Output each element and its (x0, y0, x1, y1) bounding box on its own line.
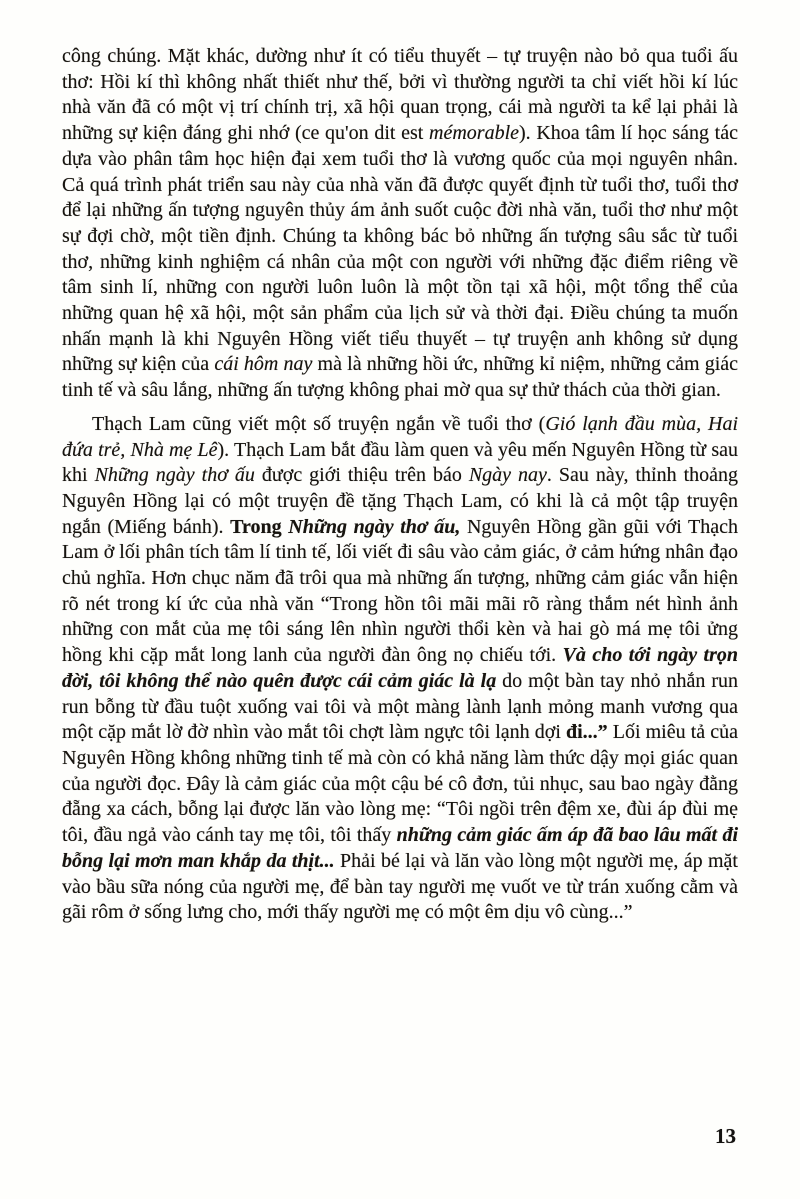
text-run: Ngày nay (468, 464, 547, 487)
page-text-block (62, 44, 738, 926)
text-run: Thạch Lam cũng viết một số truyện ngắn về tuổi thơ ( (92, 412, 546, 435)
text-run: Những ngày thơ ấu, (288, 515, 461, 538)
text-run: Nguyên Hồng gần gũi với Thạch Lam ở lối phân tích tâm lí tinh tế, lối viết đi sâu vào cảm giác, ở cảm hứng nhân đạo chủ nghĩa. Hơn chục năm đã trôi qua mà những ấn tượng, những cảm giác vẫn hiện rõ nét trong kí ức của nhà văn “Trong hồn tôi mãi mãi rõ ràng thắm nét hình ảnh những con mắt của mẹ tôi sáng lên nhìn người thổi kèn và hai gò má mẹ tôi ửng hồng khi cặp mắt long lanh của người đàn ông nọ chiếu tới. (62, 515, 738, 667)
text-run: công chúng. Mặt khác, dường như ít có tiểu thuyết – tự truyện nào bỏ qua tuổi ấu thơ: Hồi kí thì không nhất thiết như thế, bởi vì thường người ta chỉ viết hồi kí lúc nhà văn đã có một vị trí chính trị, xã hội quan trọng, cái mà người ta kể lại phải là những sự kiện đáng ghi nhớ (ce qu'on dit est (62, 45, 738, 145)
text-run: Và cho tới ngày trọn đời, tôi không thể nào quên được cái cảm giác là lạ (62, 644, 738, 692)
text-run: đi...” (565, 721, 608, 744)
text-run: ). Khoa tâm lí học sáng tác dựa vào phân tâm học hiện đại xem tuổi thơ là vương quốc của mọi nguyên nhân. Cả quá trình phát triển sau này của nhà văn đã được quyết định từ tuổi thơ, tuổi thơ để lại những ấn tượng nguyên thủy ám ảnh suốt cuộc đời nhà văn, tuổi thơ như một sự đợi chờ, một tiền định. Chúng ta không bác bỏ những ấn tượng sâu sắc từ tuổi thơ, những kinh nghiệm cá nhân của một con người với những đặc điểm riêng về tâm sinh lí, những con người luôn luôn là một tồn tại xã hội, một tổng thể của những quan hệ xã hội, một sản phẩm của lịch sử và thời đại. Điều chúng ta muốn nhấn mạnh là khi Nguyên Hồng viết tiểu thuyết – tự truyện anh không sử dụng những sự kiện của (62, 122, 738, 376)
text-run: Phải bé lại và lăn vào lòng một người mẹ, áp mặt vào bầu sữa nóng của người mẹ, để bàn tay người mẹ vuốt ve từ trán xuống cằm và gãi rôm ở sống lưng cho, mới thấy người mẹ có một êm dịu vô cùng...” (62, 849, 738, 924)
text-run: những cảm giác ấm áp đã bao lâu mất đi bỗng lại mơn man khắp da thịt... (62, 824, 739, 872)
text-run: ). Thạch Lam bắt đầu làm quen và yêu mến Nguyên Hồng từ sau khi (62, 438, 738, 487)
text-run: mémorable (429, 122, 519, 145)
paragraph (62, 412, 738, 926)
text-run: do một bàn tay nhỏ nhắn run run bỗng từ đầu tuột xuống vai tôi và một màng lành lạnh mỏng manh vương qua một cặp mắt lờ đờ nhìn vào mắt tôi chợt làm ngực tôi lạnh dợi (62, 669, 738, 744)
text-run: Gió lạnh đầu mùa, Hai đứa trẻ, Nhà mẹ Lê (62, 412, 739, 461)
text-run: được giới thiệu trên báo (254, 464, 469, 487)
text-run: Trong (230, 515, 289, 538)
text-run: Lối miêu tả của Nguyên Hồng không những tinh tế mà còn có khả năng làm thức dậy mọi giác quan của người đọc. Đây là cảm giác của một cậu bé cô đơn, tủi nhục, sau bao ngày đằng đẵng xa cách, bỗng lại được lăn vào lòng mẹ: “Tôi ngồi trên đệm xe, đùi áp đùi mẹ tôi, đầu ngả vào cánh tay mẹ tôi, tôi thấy (62, 721, 738, 847)
text-run: . Sau này, thỉnh thoảng Nguyên Hồng lại có một truyện đề tặng Thạch Lam, có khi là cả một tập truyện ngắn (Miếng bánh). (62, 464, 739, 538)
paragraph (62, 44, 738, 404)
page-number: 13 (715, 1124, 736, 1148)
text-run: Những ngày thơ ấu (94, 464, 255, 487)
text-run: cái hôm nay (214, 353, 313, 376)
text-run: mà là những hồi ức, những kỉ niệm, những cảm giác tinh tế và sâu lắng, những ấn tượng không phai mờ qua sự thử thách của thời gian. (62, 353, 738, 402)
